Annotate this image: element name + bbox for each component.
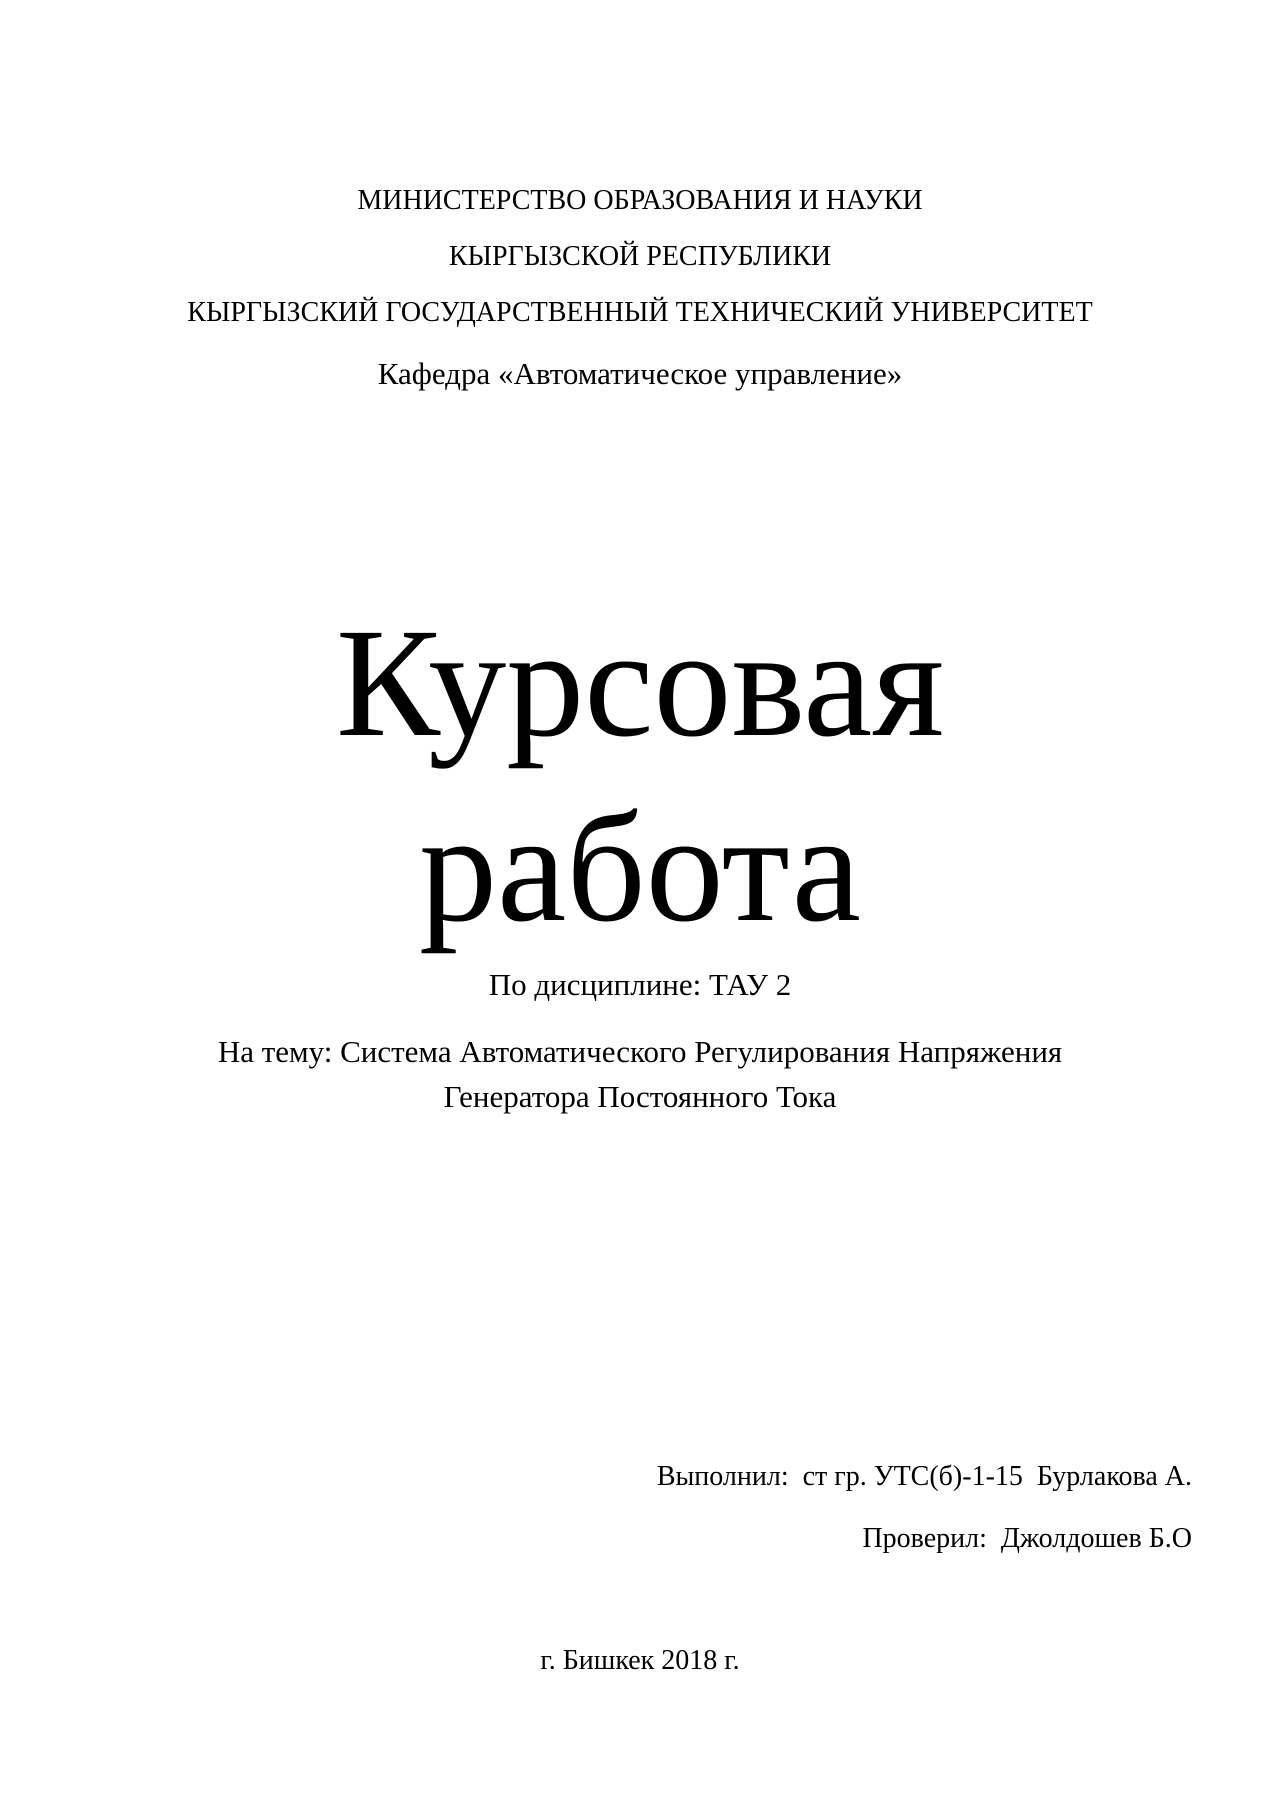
title-line-2: работа <box>419 781 861 954</box>
performed-by-line: Выполнил: ст гр. УТС(б)-1-15 Бурлакова А. <box>656 1461 1192 1492</box>
ministry-line-1: МИНИСТЕРСТВО ОБРАЗОВАНИЯ И НАУКИ <box>357 185 923 216</box>
university-name: КЫРГЫЗСКИЙ ГОСУДАРСТВЕННЫЙ ТЕХНИЧЕСКИЙ УНИВЕРСИТЕТ <box>187 297 1093 328</box>
discipline-line: По дисциплине: ТАУ 2 <box>488 967 792 1002</box>
checked-by-line: Проверил: Джолдошев Б.О <box>862 1523 1192 1554</box>
title-line-1: Курсовая <box>335 596 945 769</box>
topic-line-2: Генератора Постоянного Тока <box>443 1079 837 1114</box>
department-name: Кафедра «Автоматическое управление» <box>377 356 903 391</box>
topic-line-1: На тему: Система Автоматического Регулирования Напряжения <box>217 1034 1063 1069</box>
ministry-line-2: КЫРГЫЗСКОЙ РЕСПУБЛИКИ <box>448 241 832 272</box>
city-year-line: г. Бишкек 2018 г. <box>540 1645 740 1676</box>
